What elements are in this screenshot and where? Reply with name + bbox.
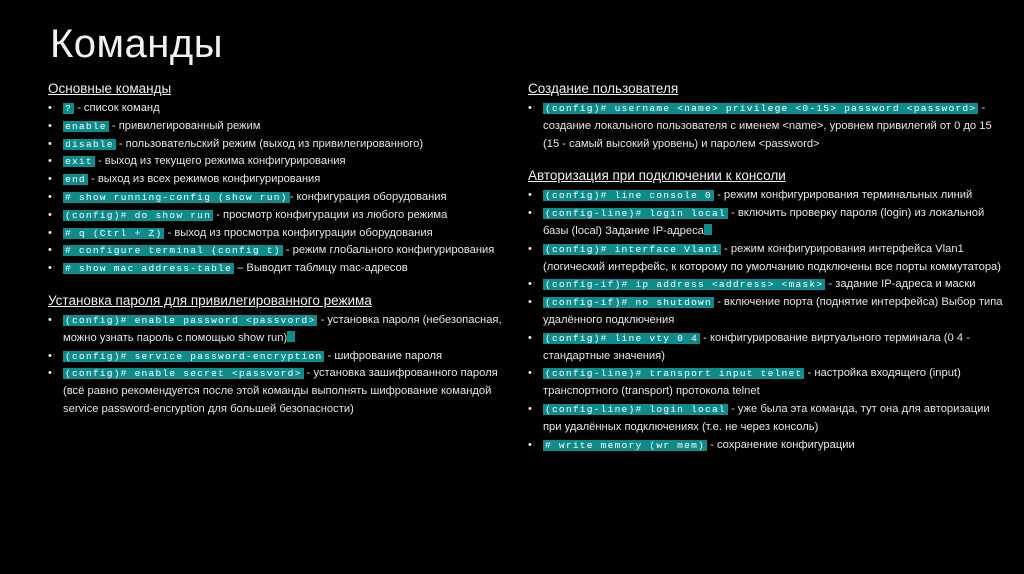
command-code: (config-if)# no shutdown	[545, 297, 712, 309]
command-description: - конфигурация оборудования	[289, 190, 447, 203]
highlight-marker	[287, 331, 295, 342]
password-heading: Установка пароля для привилегированного режима	[48, 292, 372, 308]
command-code: (config)# service password-encryption	[65, 350, 323, 362]
command-code: # configure terminal (config t)	[65, 245, 281, 257]
command-code: (config)# enable password <passvord>	[65, 314, 316, 326]
command-code: # show running-config (show run)	[65, 191, 288, 203]
command-description: - режим глобального конфигурирования	[282, 244, 495, 257]
right-column	[526, 80, 1010, 454]
command-code: # q (Ctrl + Z)	[65, 227, 163, 239]
command-code: (config)# line console 0	[545, 190, 712, 202]
command-code: (config-line)# login local	[545, 208, 726, 220]
list-item	[46, 225, 516, 243]
list-item	[46, 189, 516, 207]
list-item	[46, 136, 516, 154]
command-description: – Выводит таблицу mac-адресов	[233, 262, 408, 275]
console-auth-list	[526, 187, 1010, 454]
command-code: (config)# line vty 0 4	[545, 332, 699, 344]
command-description: - включение порта (поднятие интерфейса) Выбор типа удалённого подключения	[543, 296, 1003, 326]
list-item	[46, 260, 516, 278]
list-item	[526, 241, 1010, 277]
command-code: (config)# username <name> privilege <0-15> password <password>	[545, 103, 977, 114]
list-item	[46, 153, 516, 171]
command-code: (config-if)# ip address <address> <mask>	[545, 279, 824, 291]
command-description: - установка зашифрованного пароля (всё равно рекомендуется после этой команды выполнять шифрование командой service password-encryption для большей безопасности)	[63, 367, 498, 415]
list-item	[526, 187, 1010, 205]
command-code: (config-line)# transport input telnet	[545, 368, 803, 380]
command-description: - выход из текущего режима конфигурирования	[94, 155, 346, 168]
list-item	[526, 401, 1010, 437]
slide-title: Команды	[50, 22, 223, 66]
list-item	[46, 171, 516, 189]
list-item	[526, 294, 1010, 330]
list-item	[526, 100, 1010, 153]
command-description: - привилегированный режим	[108, 119, 261, 132]
command-code: end	[65, 174, 86, 186]
left-column	[46, 80, 516, 419]
command-code: (config-line)# login local	[545, 403, 726, 415]
command-description: - режим конфигурирования интерфейса Vlan1 (логический интерфейс, к которому по умолчанию подключены все порты коммутатора)	[543, 242, 1002, 273]
create-user-heading: Создание пользователя	[528, 81, 679, 96]
command-code: # show mac address-table	[65, 263, 232, 275]
command-code: enable	[65, 120, 107, 132]
basic-commands-heading: Основные команды	[48, 81, 172, 96]
command-code: (config)# interface Vlan1	[545, 243, 719, 255]
command-description: - настройка входящего (input) транспортного (transport) протокола telnet	[543, 367, 961, 398]
command-description: - уже была эта команда, тут она для авторизации при удалённых подключениях (т.е. не через консоль)	[543, 402, 990, 433]
command-description: - просмотр конфигурации из любого режима	[213, 208, 448, 221]
command-code: # write memory (wr mem)	[545, 439, 706, 451]
list-item	[46, 312, 516, 348]
list-item	[526, 205, 1010, 241]
command-description: - включить проверку пароля (login) из локальной базы (local) Задание IP-адреса	[543, 207, 985, 237]
command-description: - режим конфигурирования терминальных линий	[713, 189, 973, 202]
list-item	[526, 437, 1010, 455]
command-description: - список команд	[73, 102, 160, 114]
console-auth-heading: Авторизация при подключении к консоли	[528, 168, 786, 184]
list-item	[46, 365, 516, 418]
command-code: disable	[65, 138, 114, 150]
command-description: - сохранение конфигурации	[707, 438, 855, 451]
list-item	[46, 348, 516, 366]
highlight-marker	[704, 224, 712, 235]
command-code: (config)# do show run	[65, 209, 212, 221]
command-description: - выход из просмотра конфигурации оборудования	[164, 226, 433, 239]
basic-commands-list	[46, 100, 516, 278]
command-description: - задание IP-адреса и маски	[825, 278, 976, 291]
password-commands-list	[46, 312, 516, 419]
command-description: - шифрование пароля	[324, 349, 443, 362]
list-item	[526, 330, 1010, 366]
command-description: - создание локального пользователя с именем <name>, уровнем привилегий от 0 до 15 (15 - самый высокий уровень) и паролем <password>	[543, 102, 992, 150]
command-code: exit	[65, 156, 93, 168]
list-item	[526, 276, 1010, 294]
command-code: (config)# enable secret <passvord>	[65, 368, 302, 380]
create-user-list	[526, 100, 1010, 153]
command-code: ?	[65, 103, 72, 114]
list-item	[46, 242, 516, 260]
list-item	[46, 207, 516, 225]
list-item	[46, 118, 516, 136]
command-description: - установка пароля (небезопасная, можно узнать пароль с помощью show run)	[63, 313, 502, 344]
command-description: - пользовательский режим (выход из привилегированного)	[115, 137, 424, 150]
list-item	[526, 365, 1010, 401]
command-description: - выход из всех режимов конфигурирования	[87, 173, 321, 186]
list-item	[46, 100, 516, 118]
command-description: - конфигурирование виртуального терминала (0 4 - стандартные значения)	[543, 331, 970, 362]
